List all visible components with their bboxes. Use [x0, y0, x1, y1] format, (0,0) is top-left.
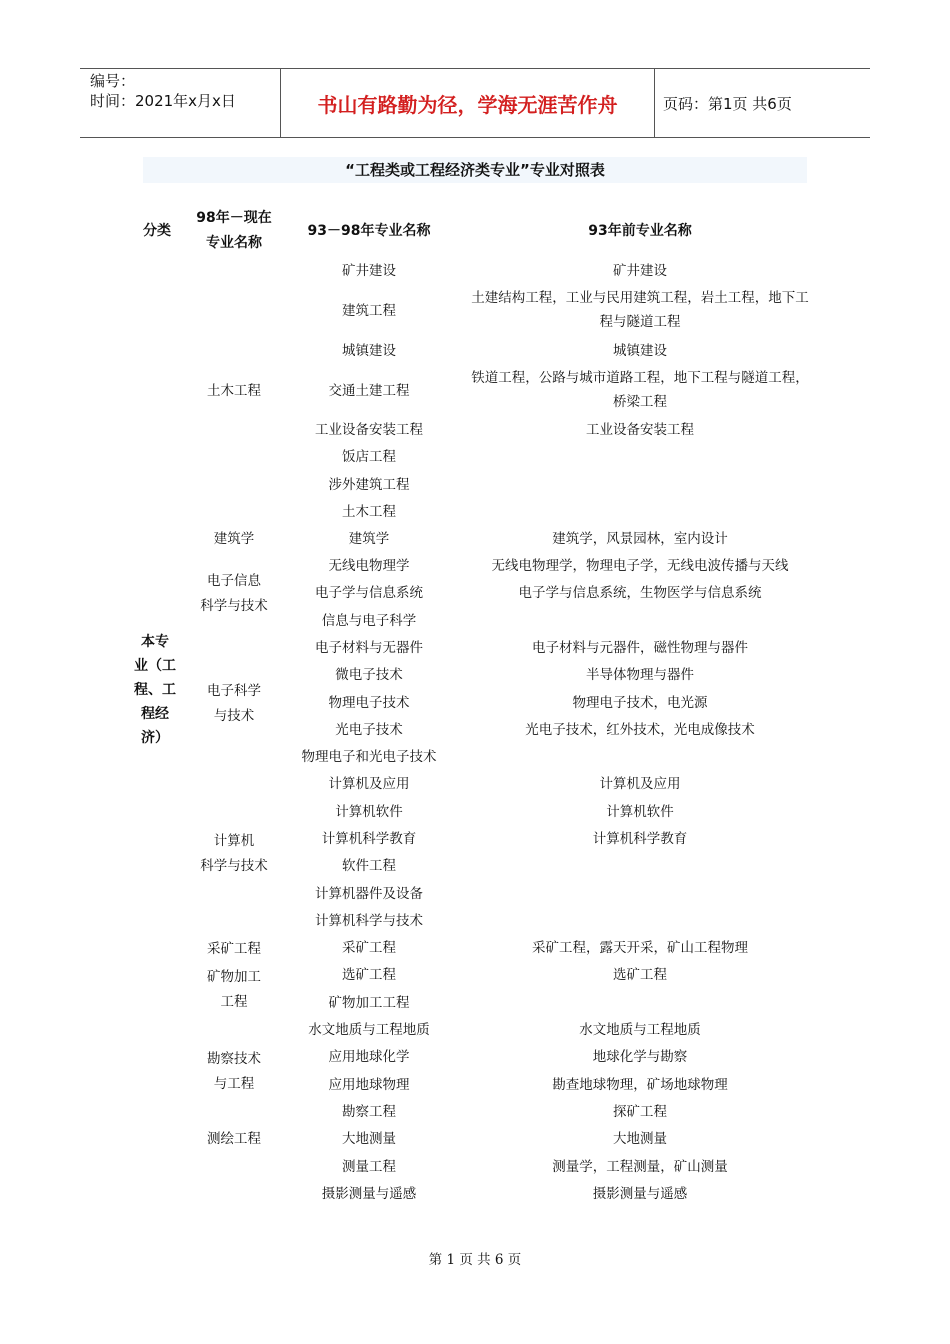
group-line: 电子信息 [207, 573, 261, 589]
table-row [0, 553, 950, 580]
table-row [0, 444, 950, 471]
header-page-info [663, 69, 870, 137]
category-line: 济） [141, 730, 169, 746]
cell-pre93: 水文地质与工程地质 [579, 1022, 701, 1038]
cell-93-98: 勘察工程 [342, 1104, 396, 1120]
table-row [0, 580, 950, 607]
cell-93-98: 应用地球化学 [328, 1049, 410, 1065]
table-row [0, 1154, 950, 1181]
group-line: 建筑学 [213, 531, 255, 547]
cell-pre93: 勘查地球物理，矿场地球物理 [552, 1077, 728, 1093]
cell-pre93: 城镇建设 [613, 343, 667, 359]
document-title: “工程类或工程经济类专业”专业对照表 [345, 161, 605, 179]
table-row [0, 608, 950, 635]
cell-pre93: 电子材料与元器件，磁性物理与器件 [532, 640, 748, 656]
table-row [0, 990, 950, 1017]
group-line: 测绘工程 [207, 1131, 261, 1147]
table-row [0, 1099, 950, 1126]
cell-93-98: 电子学与信息系统 [315, 585, 423, 601]
cell-93-98: 计算机器件及设备 [315, 886, 423, 902]
table-row [0, 771, 950, 798]
cell-93-98: 城镇建设 [342, 343, 396, 359]
group-line: 采矿工程 [207, 941, 261, 957]
table-row [0, 258, 950, 285]
category-line: 本专 [141, 634, 169, 650]
cell-93-98: 饭店工程 [342, 449, 396, 465]
cell-93-98: 交通土建工程 [328, 383, 410, 399]
cell-pre93: 采矿工程，露天开采，矿山工程物理 [532, 940, 748, 956]
cell-pre93-line: 桥梁工程 [613, 394, 667, 410]
table-row [0, 662, 950, 689]
table-row [0, 472, 950, 499]
header-meta [80, 69, 280, 137]
cell-93-98: 软件工程 [342, 858, 396, 874]
table-row [0, 1126, 950, 1153]
header-motto: 书山有路勤为径，学海无涯苦作舟 [280, 69, 655, 137]
group-line: 计算机 [213, 833, 255, 849]
table-row [0, 853, 950, 880]
table-row [0, 526, 950, 553]
group-line: 与工程 [213, 1076, 255, 1092]
table-row [0, 690, 950, 717]
cell-93-98: 采矿工程 [342, 940, 396, 956]
column-header-current-line2: 专业名称 [206, 235, 262, 251]
table-row [0, 717, 950, 744]
cell-pre93-line: 土建结构工程，工业与民用建筑工程，岩土工程，地下工 [471, 290, 809, 306]
column-header-pre93: 93年前专业名称 [588, 223, 692, 239]
cell-pre93: 探矿工程 [613, 1104, 667, 1120]
table-row [0, 635, 950, 662]
cell-93-98: 摄影测量与遥感 [321, 1186, 417, 1202]
cell-93-98: 无线电物理学 [328, 558, 410, 574]
table-row [0, 826, 950, 853]
cell-93-98: 信息与电子科学 [321, 613, 417, 629]
cell-pre93: 无线电物理学，物理电子学，无线电波传播与天线 [491, 558, 789, 574]
cell-pre93-line: 铁道工程，公路与城市道路工程，地下工程与隧道工程， [471, 370, 809, 386]
table-row [0, 881, 950, 908]
table-row [0, 744, 950, 771]
column-header-current [188, 206, 280, 256]
page-footer: 第 1 页 共 6 页 [428, 1252, 522, 1268]
category-line: 程经 [141, 706, 169, 722]
cell-93-98: 计算机科学与技术 [315, 913, 423, 929]
group-line: 科学与技术 [200, 858, 268, 874]
cell-93-98: 涉外建筑工程 [328, 477, 410, 493]
time-label: 时间：2021年x月x日 [90, 92, 236, 110]
cell-93-98: 建筑工程 [342, 303, 396, 319]
cell-pre93: 计算机科学教育 [592, 831, 688, 847]
cell-93-98: 光电子技术 [335, 722, 403, 738]
cell-pre93-line: 程与隧道工程 [599, 314, 681, 330]
cell-93-98: 矿物加工工程 [328, 995, 410, 1011]
cell-93-98: 计算机科学教育 [321, 831, 417, 847]
table-row [0, 935, 950, 962]
table-row [0, 1181, 950, 1208]
cell-pre93: 物理电子技术，电光源 [572, 695, 708, 711]
cell-pre93: 计算机及应用 [599, 776, 681, 792]
cell-pre93: 建筑学，风景园林，室内设计 [552, 531, 728, 547]
table-row [0, 908, 950, 935]
document-header [80, 68, 870, 138]
cell-pre93: 摄影测量与遥感 [592, 1186, 688, 1202]
code-label: 编号： [90, 72, 136, 90]
cell-pre93: 大地测量 [613, 1131, 667, 1147]
cell-93-98: 电子材料与无器件 [315, 640, 423, 656]
table-row [0, 499, 950, 526]
group-line: 土木工程 [207, 383, 261, 399]
group-line: 科学与技术 [200, 598, 268, 614]
category-line: 业（工 [134, 658, 176, 674]
cell-93-98: 物理电子技术 [328, 695, 410, 711]
cell-93-98: 计算机及应用 [328, 776, 410, 792]
cell-pre93 [455, 366, 825, 414]
table-row [0, 1072, 950, 1099]
table-row [0, 366, 950, 418]
cell-93-98: 土木工程 [342, 504, 396, 520]
group-line: 工程 [220, 994, 248, 1010]
cell-93-98: 计算机软件 [335, 804, 403, 820]
group-line: 电子科学 [207, 683, 261, 699]
cell-pre93: 测量学，工程测量，矿山测量 [552, 1159, 728, 1175]
cell-93-98: 水文地质与工程地质 [308, 1022, 430, 1038]
cell-93-98: 建筑学 [348, 531, 390, 547]
cell-pre93: 选矿工程 [613, 967, 667, 983]
cell-pre93 [455, 286, 825, 334]
cell-93-98: 物理电子和光电子技术 [301, 749, 437, 765]
cell-pre93: 光电子技术，红外技术，光电成像技术 [525, 722, 755, 738]
cell-93-98: 矿井建设 [342, 263, 396, 279]
cell-93-98: 测量工程 [342, 1159, 396, 1175]
cell-93-98: 选矿工程 [342, 967, 396, 983]
cell-pre93: 半导体物理与器件 [586, 667, 694, 683]
cell-pre93: 矿井建设 [613, 263, 667, 279]
table-row [0, 286, 950, 338]
cell-93-98: 应用地球物理 [328, 1077, 410, 1093]
column-header-current-line1: 98年－现在 [196, 210, 272, 226]
table-row [0, 338, 950, 365]
table-row [0, 799, 950, 826]
cell-93-98: 工业设备安装工程 [315, 422, 423, 438]
table-row [0, 417, 950, 444]
page-info-text: 页码：第1页 共6页 [663, 94, 792, 113]
table-row [0, 1017, 950, 1044]
cell-pre93: 电子学与信息系统，生物医学与信息系统 [518, 585, 762, 601]
group-line: 与技术 [213, 708, 255, 724]
cell-pre93: 计算机软件 [606, 804, 674, 820]
cell-pre93: 工业设备安装工程 [586, 422, 694, 438]
group-line: 矿物加工 [207, 969, 261, 985]
column-header-93-98: 93－98年专业名称 [307, 223, 431, 239]
cell-93-98: 微电子技术 [335, 667, 403, 683]
cell-93-98: 大地测量 [342, 1131, 396, 1147]
column-header-category: 分类 [143, 223, 171, 239]
table-row [0, 962, 950, 989]
cell-pre93: 地球化学与勘察 [592, 1049, 688, 1065]
category-line: 程、工 [134, 682, 176, 698]
table-row [0, 1044, 950, 1071]
group-line: 勘察技术 [207, 1051, 261, 1067]
